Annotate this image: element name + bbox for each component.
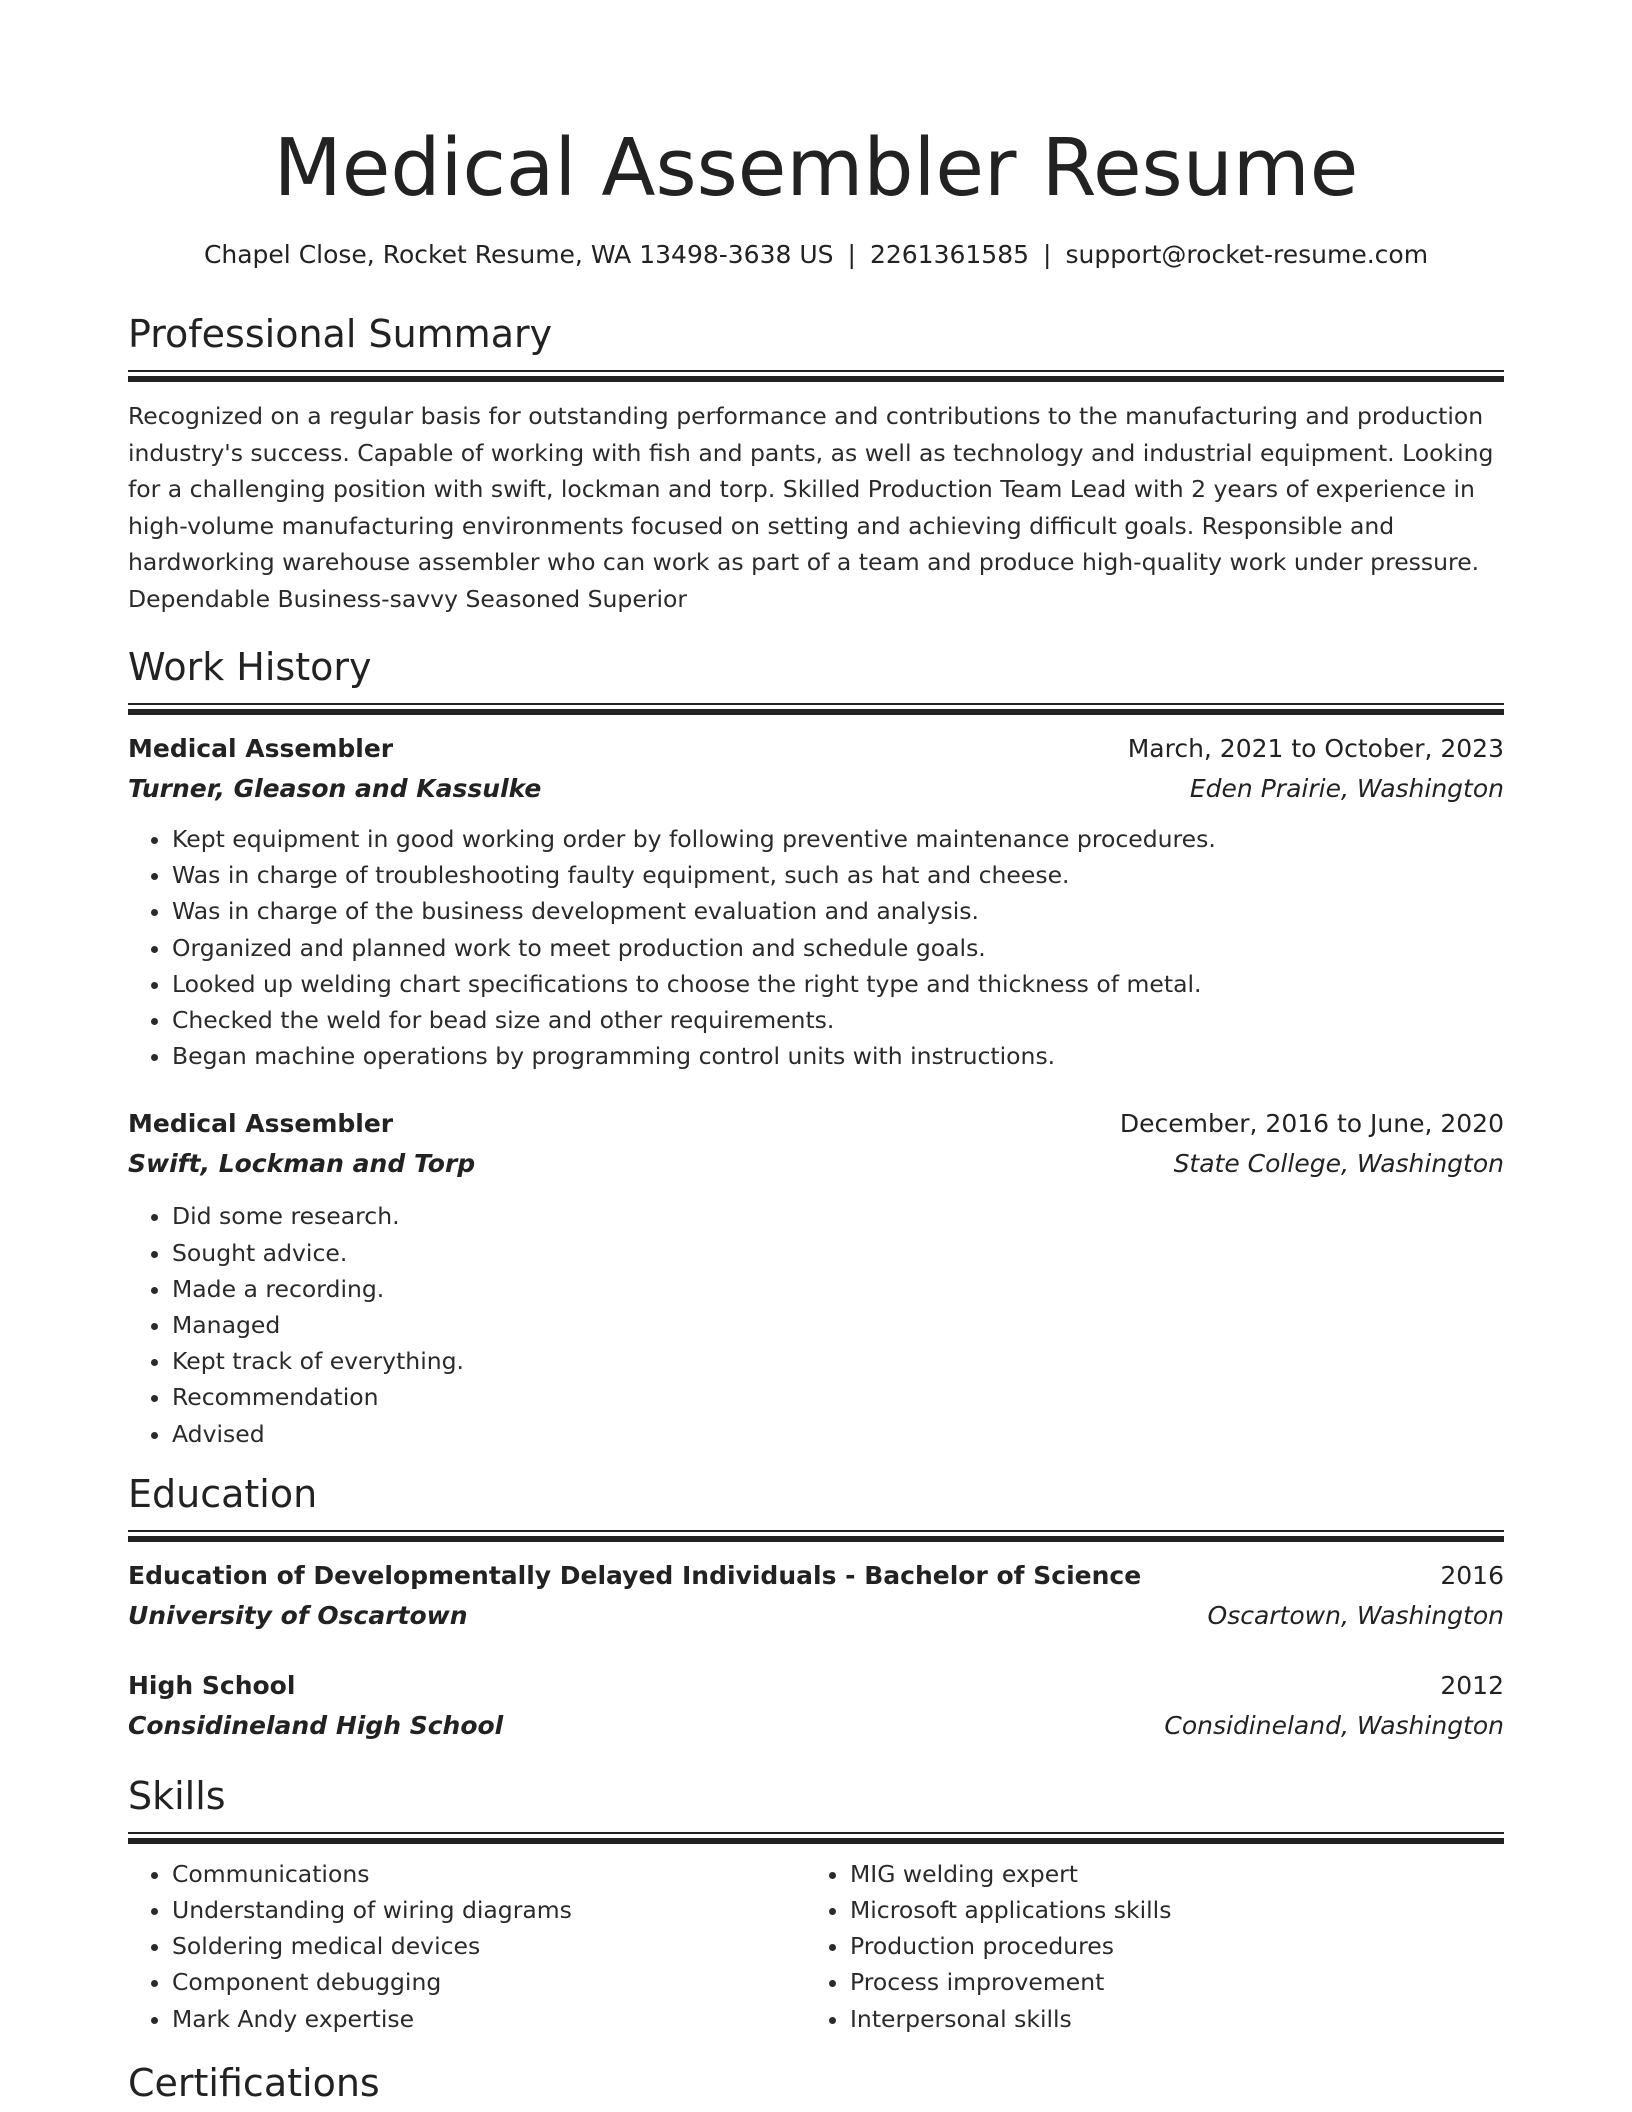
education-header-row: [128, 1556, 1504, 1596]
list-item: • Looked up welding chart specifications to choose the right type and thickness of metal.: [172, 966, 1504, 1002]
contact-email: support@rocket-resume.com: [1065, 240, 1429, 269]
skill-item: • Component debugging: [172, 1964, 806, 2000]
job-bullets: [128, 1198, 1504, 1451]
education-degree: Education of Developmentally Delayed Individuals - Bachelor of Science: [128, 1560, 1142, 1590]
skills-columns: [128, 1856, 1504, 2037]
skills-list: [806, 1856, 1484, 2037]
list-item: • Made a recording.: [172, 1271, 1504, 1307]
job-dates: March, 2021 to October, 2023: [1127, 734, 1504, 763]
list-item: • Was in charge of troubleshooting faulty equipment, such as hat and cheese.: [172, 857, 1504, 893]
job-location: State College, Washington: [1173, 1149, 1504, 1179]
list-item: • Sought advice.: [172, 1235, 1504, 1271]
education-school-row: [128, 1706, 1504, 1746]
list-item: • Was in charge of the business development evaluation and analysis.: [172, 893, 1504, 929]
skills-column-right: [806, 1856, 1484, 2037]
education-location: Oscartown, Washington: [1207, 1600, 1504, 1630]
list-item: • Advised: [172, 1416, 1504, 1452]
section-divider: [128, 1530, 1504, 1542]
education-school: Considineland High School: [128, 1710, 504, 1740]
job-location: Eden Prairie, Washington: [1189, 774, 1504, 803]
list-item: • Did some research.: [172, 1198, 1504, 1234]
contact-separator: |: [1043, 240, 1052, 269]
skill-item: • Communications: [172, 1856, 806, 1892]
education-location: Considineland, Washington: [1164, 1710, 1504, 1740]
contact-address: Chapel Close, Rocket Resume, WA 13498-3638 US: [203, 240, 834, 269]
job-company: Turner, Gleason and Kassulke: [128, 774, 542, 803]
work-history-heading: Work History: [128, 645, 372, 689]
list-item: • Organized and planned work to meet production and schedule goals.: [172, 930, 1504, 966]
skill-item: • Interpersonal skills: [850, 2001, 1484, 2037]
skill-item: • Process improvement: [850, 1964, 1484, 2000]
education-degree: High School: [128, 1670, 296, 1700]
job-company-row: [128, 1144, 1504, 1184]
education-year: 2012: [1440, 1670, 1504, 1700]
skill-item: • Microsoft applications skills: [850, 1892, 1484, 1928]
section-divider: [128, 703, 1504, 715]
job-company: Swift, Lockman and Torp: [128, 1149, 476, 1179]
resume-page: [128, 0, 1504, 2107]
education-header-row: [128, 1666, 1504, 1706]
skill-item: • MIG welding expert: [850, 1856, 1484, 1892]
job-entry: [128, 1104, 1504, 1451]
education-entry: [128, 1556, 1504, 1636]
job-entry: [128, 729, 1504, 1074]
list-item: • Recommendation: [172, 1379, 1504, 1415]
summary-heading: Professional Summary: [128, 312, 553, 356]
section-divider: [128, 370, 1504, 382]
job-title: Medical Assembler: [128, 1109, 394, 1139]
certifications-section: [128, 2059, 1504, 2107]
job-dates: December, 2016 to June, 2020: [1119, 1109, 1504, 1139]
skill-item: • Production procedures: [850, 1928, 1484, 1964]
skill-item: • Soldering medical devices: [172, 1928, 806, 1964]
education-school-row: [128, 1596, 1504, 1636]
contact-separator: |: [847, 240, 856, 269]
skills-heading: Skills: [128, 1773, 226, 1818]
contact-line: [128, 238, 1504, 272]
list-item: • Kept equipment in good working order by following preventive maintenance procedures.: [172, 821, 1504, 857]
job-title: Medical Assembler: [128, 734, 394, 763]
job-bullets: [128, 821, 1504, 1074]
resume-title: Medical Assembler Resume: [273, 122, 1359, 214]
skills-section: [128, 1772, 1504, 2037]
work-history-section: [128, 643, 1504, 1452]
section-divider: [128, 1832, 1504, 1844]
skills-list: [128, 1856, 806, 2037]
job-header-row: [128, 729, 1504, 769]
summary-text: Recognized on a regular basis for outstanding performance and contributions to the manufacturing and production industry's success. Capable of working with fish and pants, as well as technology and industrial equipment. Looking for a challenging position with swift, lockman and torp. Skilled Production Team Lead with 2 years of experience in high-volume manufacturing environments focused on setting and achieving difficult goals. Responsible and hardworking warehouse assembler who can work as part of a team and produce high-quality work under pressure. Dependable Business-savvy Seasoned Superior: [128, 402, 1494, 613]
education-school: University of Oscartown: [128, 1600, 468, 1630]
skill-item: • Understanding of wiring diagrams: [172, 1892, 806, 1928]
list-item: • Checked the weld for bead size and other requirements.: [172, 1002, 1504, 1038]
job-company-row: [128, 769, 1504, 809]
skills-column-left: [128, 1856, 806, 2037]
contact-phone: 2261361585: [869, 240, 1030, 269]
education-year: 2016: [1440, 1560, 1504, 1590]
certifications-heading: Certifications: [128, 2060, 380, 2105]
education-heading: Education: [128, 1471, 318, 1516]
list-item: • Began machine operations by programming control units with instructions.: [172, 1038, 1504, 1074]
list-item: • Managed: [172, 1307, 1504, 1343]
education-section: [128, 1470, 1504, 1746]
education-entry: [128, 1666, 1504, 1746]
job-header-row: [128, 1104, 1504, 1144]
list-item: • Kept track of everything.: [172, 1343, 1504, 1379]
summary-section: [128, 310, 1504, 617]
skill-item: • Mark Andy expertise: [172, 2001, 806, 2037]
